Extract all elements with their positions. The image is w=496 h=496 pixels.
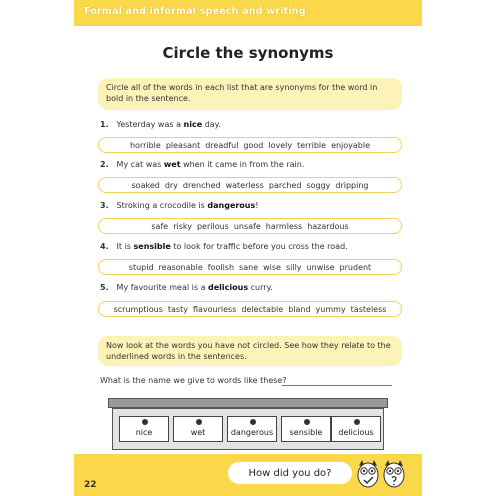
question-4 [100,242,348,251]
question-number: 5. [100,283,109,292]
header-band [74,0,422,26]
question-1 [100,120,221,129]
word-option[interactable]: soaked [131,180,160,190]
drawer-knob-icon [250,419,256,425]
word-option[interactable]: stupid [128,262,154,272]
drawer-knob-icon [354,419,360,425]
word-option[interactable]: flavourless [192,304,237,314]
question-text-before: Yesterday was a [116,120,181,129]
drawer-label: wet [190,428,206,437]
question-text-before: Stroking a crocodile is [116,201,205,210]
word-option[interactable]: yummy [315,304,346,314]
drawer-delicious [331,416,381,442]
question-text-after: day. [204,120,221,129]
word-option[interactable]: enjoyable [331,140,371,150]
word-list-1 [98,137,402,153]
drawer-label: sensible [289,428,323,437]
word-option[interactable]: horrible [129,140,161,150]
question-text-before: It is [116,242,131,251]
question-text-after: when it came in from the rain. [183,160,305,169]
answer-line[interactable] [282,385,392,386]
instruction-text: Circle all of the words in each list that are synonyms for the word in bold in the sentence. [106,83,378,103]
question-5 [100,283,273,292]
page-margin-right [422,0,496,496]
word-list-3 [98,218,402,234]
how-did-you-do-box [228,462,352,484]
question-text-after: ! [255,201,259,210]
page-number: 22 [84,480,97,490]
word-option[interactable]: pleasant [165,140,201,150]
word-option[interactable]: dreadful [205,140,239,150]
question-bold-word: nice [183,120,203,129]
word-option[interactable]: silly [285,262,302,272]
question-bold-word: sensible [133,242,171,251]
drawer-knob-icon [196,419,202,425]
word-option[interactable]: lovely [268,140,293,150]
drawer-label: nice [135,428,153,437]
page-margin-left [0,0,74,496]
instruction-box [98,78,402,110]
question-text-before: My favourite meal is a [116,283,206,292]
drawer-label: dangerous [230,428,274,437]
word-option[interactable]: prudent [339,262,372,272]
word-option[interactable]: hazardous [307,221,349,231]
word-option[interactable]: parched [268,180,302,190]
name-question: What is the name we give to words like these? [100,376,287,385]
question-bold-word: wet [163,160,181,169]
word-option[interactable]: unwise [306,262,335,272]
drawer-knob-icon [142,419,148,425]
owl-tick-icon [356,458,380,488]
word-option[interactable]: perilous [196,221,229,231]
question-number: 3. [100,201,109,210]
word-option[interactable]: bland [288,304,311,314]
word-option[interactable]: unsafe [233,221,261,231]
word-list-5 [98,301,402,317]
word-list-4 [98,259,402,275]
word-list-2 [98,177,402,193]
word-option[interactable]: safe [151,221,169,231]
cabinet-top [108,398,388,408]
word-option[interactable]: reasonable [158,262,203,272]
question-bold-word: dangerous [207,201,256,210]
drawer-sensible [281,416,331,442]
word-option[interactable]: good [243,140,264,150]
drawer-nice [119,416,169,442]
word-option[interactable]: sane [239,262,259,272]
drawer-label: delicious [338,428,374,437]
drawer-knob-icon [304,419,310,425]
question-3 [100,201,258,210]
word-option[interactable]: harmless [265,221,303,231]
word-option[interactable]: wise [263,262,281,272]
word-option[interactable]: delectable [241,304,284,314]
word-option[interactable]: dry [164,180,178,190]
word-option[interactable]: soggy [306,180,331,190]
worksheet-page [74,0,422,496]
drawer-cabinet [108,398,388,450]
question-text-after: curry. [250,283,273,292]
note-box [98,336,402,366]
cabinet-body [112,408,384,450]
word-option[interactable]: tasty [167,304,188,314]
word-option[interactable]: scrumptious [113,304,163,314]
word-option[interactable]: foolish [207,262,235,272]
question-text-after: to look for traffic before you cross the road. [173,242,348,251]
word-option[interactable]: risky [173,221,192,231]
question-number: 2. [100,160,109,169]
word-option[interactable]: terrible [297,140,327,150]
word-option[interactable]: dripping [335,180,369,190]
page-title: Circle the synonyms [162,44,334,62]
note-text: Now look at the words you have not circled. See how they relate to the underlined words in the sentences. [106,341,391,361]
question-number: 1. [100,120,109,129]
owl-question-icon [382,458,406,488]
how-did-you-do-label: How did you do? [248,467,332,479]
drawer-wet [173,416,223,442]
header-title: Formal and informal speech and writing [84,6,306,17]
question-bold-word: delicious [208,283,249,292]
word-option[interactable]: waterless [225,180,264,190]
question-number: 4. [100,242,109,251]
word-option[interactable]: tasteless [350,304,387,314]
question-text-before: My cat was [116,160,162,169]
drawer-dangerous [227,416,277,442]
question-2 [100,160,304,169]
word-option[interactable]: drenched [182,180,221,190]
